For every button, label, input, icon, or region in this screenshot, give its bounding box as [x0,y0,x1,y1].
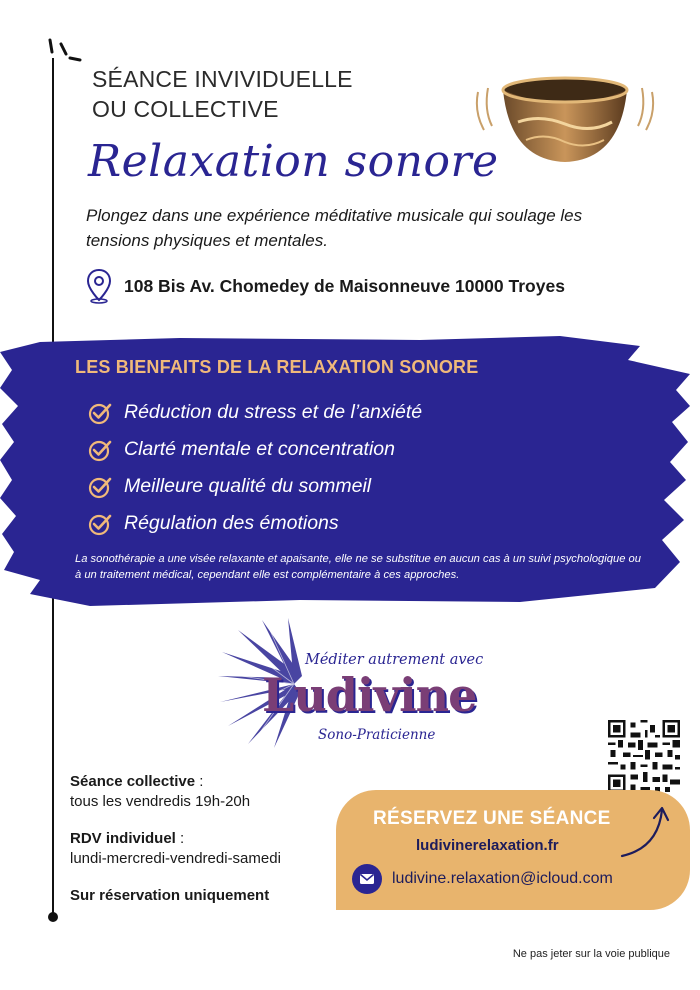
logo-subtitle: Sono-Praticienne [318,727,436,743]
session-type-heading [92,64,353,124]
eyebrow-line-1: SÉANCE INVIVIDUELLE [92,66,353,92]
individual-label: RDV individuel [70,830,176,847]
curved-arrow-icon [618,800,674,860]
intro-text: Plongez dans une expérience méditative musicale qui soulage les tensions physiques et mentales. [86,206,583,250]
booking-title: RÉSERVEZ UNE SÉANCE [373,808,611,829]
location-pin-icon [86,268,112,304]
reservation-note: Sur réservation uniquement [70,887,270,904]
disclaimer-text: La sonothérapie a une visée relaxante et apaisante, elle ne se substitue en aucun cas à un suivi psychologique ou à un traitement médical, cependant elle est complémentaire à ces approches. [75,553,641,581]
benefit-item [88,468,422,505]
benefits-title: LES BIENFAITS DE LA RELAXATION SONORE [75,357,479,377]
page-title: Relaxation sonore [88,136,499,187]
qr-code[interactable] [608,720,680,792]
singing-bowl-illustration [470,52,660,172]
benefit-text: Régulation des émotions [124,512,339,534]
individual-session [70,829,281,869]
benefit-item [88,505,422,542]
collective-session [70,772,281,812]
email-link[interactable]: ludivine.relaxation@icloud.com [392,870,613,887]
check-circle-icon [88,401,112,425]
check-circle-icon [88,512,112,536]
collective-label-suffix: : [195,773,204,790]
collective-label: Séance collective [70,773,196,790]
schedule-section [70,772,281,906]
check-circle-icon [88,438,112,462]
individual-value: lundi-mercredi-vendredi-samedi [70,850,281,867]
individual-label-suffix: : [175,830,185,847]
logo-tagline: Méditer autrement avec [305,652,484,668]
footer-note: Ne pas jeter sur la voie publique [512,948,670,960]
eyebrow-line-2: OU COLLECTIVE [92,96,279,122]
collective-value: tous les vendredis 19h-20h [70,793,251,810]
benefit-text: Meilleure qualité du sommeil [124,475,372,497]
benefit-item [88,431,422,468]
accent-dashes-icon [44,34,88,74]
benefit-text: Réduction du stress et de l’anxiété [124,401,423,423]
mail-icon [352,864,382,894]
website-link[interactable]: ludivinerelaxation.fr [416,837,559,854]
benefit-text: Clarté mentale et concentration [124,438,395,460]
logo-name: Ludivine [262,668,477,722]
address-row [86,268,565,304]
check-circle-icon [88,475,112,499]
timeline-dot [48,912,58,922]
email-row[interactable] [352,864,613,894]
benefits-list [88,394,422,542]
address-text: 108 Bis Av. Chomedey de Maisonneuve 10000 Troyes [124,275,565,296]
benefit-item [88,394,422,431]
